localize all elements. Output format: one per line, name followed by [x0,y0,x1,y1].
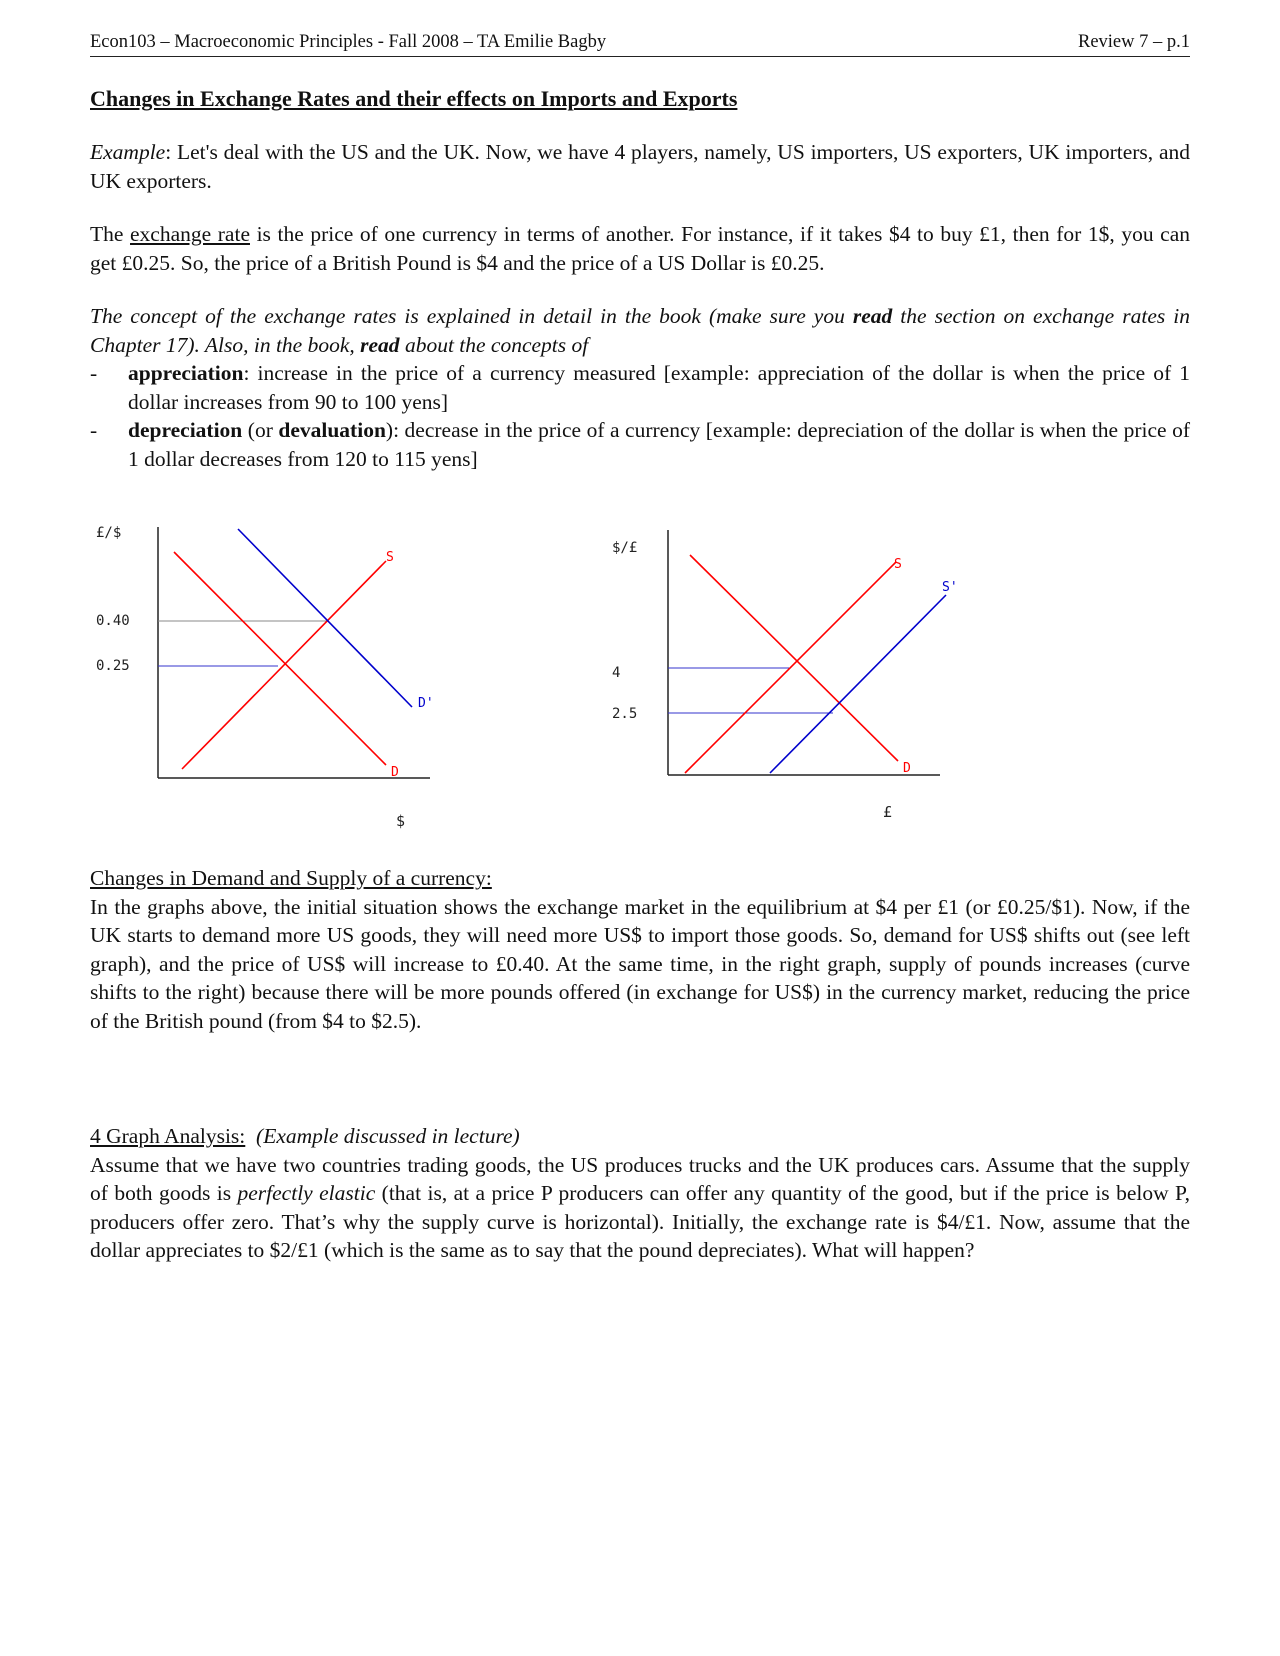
page-header [90,30,1190,57]
exchange-rate-text-before: The [90,222,131,246]
concept-text-2: the section on exchange rates in Chapter 17). Also, in the book, [90,304,1190,357]
right-demand-label: D [903,761,911,776]
left-demand-label: D [391,765,399,780]
header-page-number: Review 7 – p.1 [1077,32,1190,52]
appreciation-term: appreciation [128,361,244,385]
right-supply-shifted-curve [770,595,946,773]
right-graph-svg [600,515,1040,835]
concept-read-1: read [852,304,893,328]
right-supply-shifted-label: S' [942,580,958,595]
changes-text: In the graphs above, the initial situation shows the exchange market in the equilibrium at $4 per £1 (or £0.25/$1). Now, if the UK starts to demand more US goods, they will need more US$ to import those goods. So, demand for US$ shifts out (see left graph), and the price of US$ will increase to £0.40. At the same time, in the right graph, supply of pounds increases (curve shifts to the right) because there will be more pounds offered (in exchange for US$) in the currency market, reducing the price of the British pound (from $4 to $2.5). [90,894,1190,1033]
section-title: Changes in Exchange Rates and their effects on Imports and Exports [90,86,738,111]
concept-text-1: The concept of the exchange rates is explained in detail in the book (make sure you [90,304,853,328]
left-y-axis-label: £/$ [96,525,122,541]
list-item-appreciation [90,359,1190,416]
graph-analysis-emphasis: perfectly elastic [237,1181,376,1205]
right-tick-low: 2.5 [612,706,638,722]
left-graph-svg [90,515,510,835]
graph-analysis-text-2: (that is, at a price P producers can offer any quantity of the good, but if the price is below P, producers offer zero. That’s why the supply curve is horizontal). Initially, the exchange rate is $4/£1. Now, assume that the dollar appreciates to $2/£1 (which is the same as to say that the pound depreciates). What will happen? [90,1181,1190,1262]
left-supply-label: S [386,550,394,565]
concept-list [90,359,1190,473]
left-tick-high: 0.40 [96,613,130,629]
graph-analysis-subheading: (Example discussed in lecture) [256,1124,520,1148]
left-tick-low: 0.25 [96,658,130,674]
exchange-rate-text-after: is the price of one currency in terms of another. For instance, if it takes $4 to buy £1, then for 1$, you can get £0.25. So, the price of a British Pound is $4 and the price of a US Dollar is £0.25. [90,222,1190,275]
concept-read-2: read [360,332,400,357]
depreciation-term: depreciation [128,418,243,442]
depreciation-text: ): decrease in the price of a currency [example: depreciation of the dollar is when the price of 1 dollar decreases from 120 to 115 yens] [128,418,1190,471]
bullet-dash: - [90,418,98,442]
right-y-axis-label: $/£ [612,540,638,556]
graph-analysis-heading: 4 Graph Analysis: [90,1124,246,1148]
depreciation-mid: (or [242,418,279,442]
appreciation-text: : increase in the price of a currency measured [example: appreciation of the dollar is when the price of 1 dollar increases from 90 to 100 yens] [128,361,1190,414]
header-course-info: Econ103 – Macroeconomic Principles - Fall 2008 – TA Emilie Bagby [90,32,607,52]
graph-analysis-section [90,1122,1190,1265]
left-x-axis-label: $ [396,812,406,830]
left-supply-curve [182,561,386,769]
example-paragraph [90,138,1190,195]
changes-section [90,864,1190,1035]
example-label: Example [90,140,166,164]
changes-heading: Changes in Demand and Supply of a currency: [90,866,492,890]
list-item-depreciation [90,416,1190,473]
right-graph-pound-market [600,515,1040,835]
right-demand-curve [690,555,898,761]
right-tick-high: 4 [612,665,621,681]
left-demand-curve [174,552,386,765]
example-text: : Let's deal with the US and the UK. Now, we have 4 players, namely, US importers, US exporters, UK importers, and UK exporters. [90,140,1190,193]
exchange-rate-paragraph [90,220,1190,277]
concept-text-3: about the concepts of [399,332,589,357]
right-supply-label: S [894,557,902,572]
right-x-axis-label: £ [883,803,893,821]
devaluation-term: devaluation [278,418,386,442]
bullet-dash: - [90,361,98,385]
exchange-rate-term: exchange rate [130,222,250,246]
concept-paragraph [90,302,1190,473]
left-demand-shifted-label: D' [418,696,434,711]
graph-analysis-text-1: Assume that we have two countries trading goods, the US produces trucks and the UK produces cars. Assume that the supply of both goods is [90,1152,1190,1205]
left-graph-dollar-market [90,515,510,835]
